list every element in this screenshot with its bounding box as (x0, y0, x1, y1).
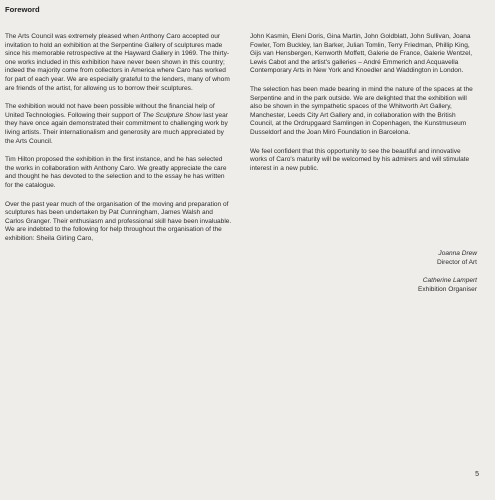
paragraph-invitation: The Arts Council was extremely pleased when Anthony Caro accepted our invitation to hold an exhibition at the Serpentine Gallery of sculptures made since his memorable retrospective at the Hayward Gallery in 1969. The thirty-one works included in this exhibition have never been shown in this country; indeed the majority come from collectors in America where Caro has worked for part of each year. We are especially grateful to the lenders, many of whom are friends of the artist, for allowing us to borrow their sculptures. (5, 33, 230, 92)
signature-role: Director of Art (436, 258, 477, 266)
signature-role: Exhibition Organiser (418, 285, 477, 293)
paragraph-acknowledgements: John Kasmin, Eleni Doris, Gina Martin, John Goldblatt, John Sullivan, Joana Fowler, Tom Buckley, Ian Barker, Julian Tomlin, Terry Friedman, Phillip King, Gijs van Hensbergen, Kenworth Moffett, Galerie de France, Galerie Wentzel, Lewis Cabot and the artist's galleries – André Emmerich and Acquavella Contemporary Arts in New York and Knoedler and Waddington in London. (250, 33, 473, 75)
signature-organiser (277, 277, 477, 294)
funding-text-before: The exhibition would not have been possible without the financial help of United Technologies. Following their support of (5, 103, 215, 119)
paragraph-selection-credit: Tim Hilton proposed the exhibition in the first instance, and he has selected the works in collaboration with Anthony Caro. We greatly appreciate the care and thought he has devoted to the selection and to the essay he has written for the catalogue. (5, 156, 227, 189)
left-column (5, 33, 233, 253)
signature-block (277, 250, 477, 304)
signature-name: Joanna Drew (438, 250, 477, 257)
right-column (250, 33, 478, 183)
funding-text-after: last year they have once again demonstrated their commitment to challenging work by living artists. Their internationalism and generosity are much appreciated by the Arts Council. (5, 111, 228, 145)
signature-director (277, 250, 477, 267)
paragraph-venues: The selection has been made bearing in mind the nature of the spaces at the Serpentine and in the park outside. We are delighted that the exhibition will also be shown in the sympathetic spaces of the Whitworth Art Gallery, Manchester, Leeds City Art Gallery and, in collaboration with the British Council, at the Ordrupgaard Samlingen in Copenhagen, the Kunstmuseum Dusseldorf and the Joan Miró Foundation in Barcelona. (250, 85, 473, 136)
paragraph-closing: We feel confident that this opportunity to see the beautiful and innovative works of Caro's maturity will be welcomed by his admirers and will stimulate interest in a new public. (250, 147, 470, 172)
signature-name: Catherine Lampert (422, 277, 477, 285)
sculpture-show-title: The Sculpture Show (142, 111, 202, 119)
page-title: Foreword (5, 5, 40, 14)
paragraph-funding (5, 103, 233, 146)
page-number: 5 (475, 471, 479, 478)
paragraph-organisation: Over the past year much of the organisation of the moving and preparation of sculptures has been undertaken by Pat Cunningham, James Walsh and Carlos Granger. Their enthusiasm and professional skill have been invaluable. We are indebted to the following for help throughout the organisation of the exhibition: Sheila Girling Caro, (5, 200, 232, 242)
